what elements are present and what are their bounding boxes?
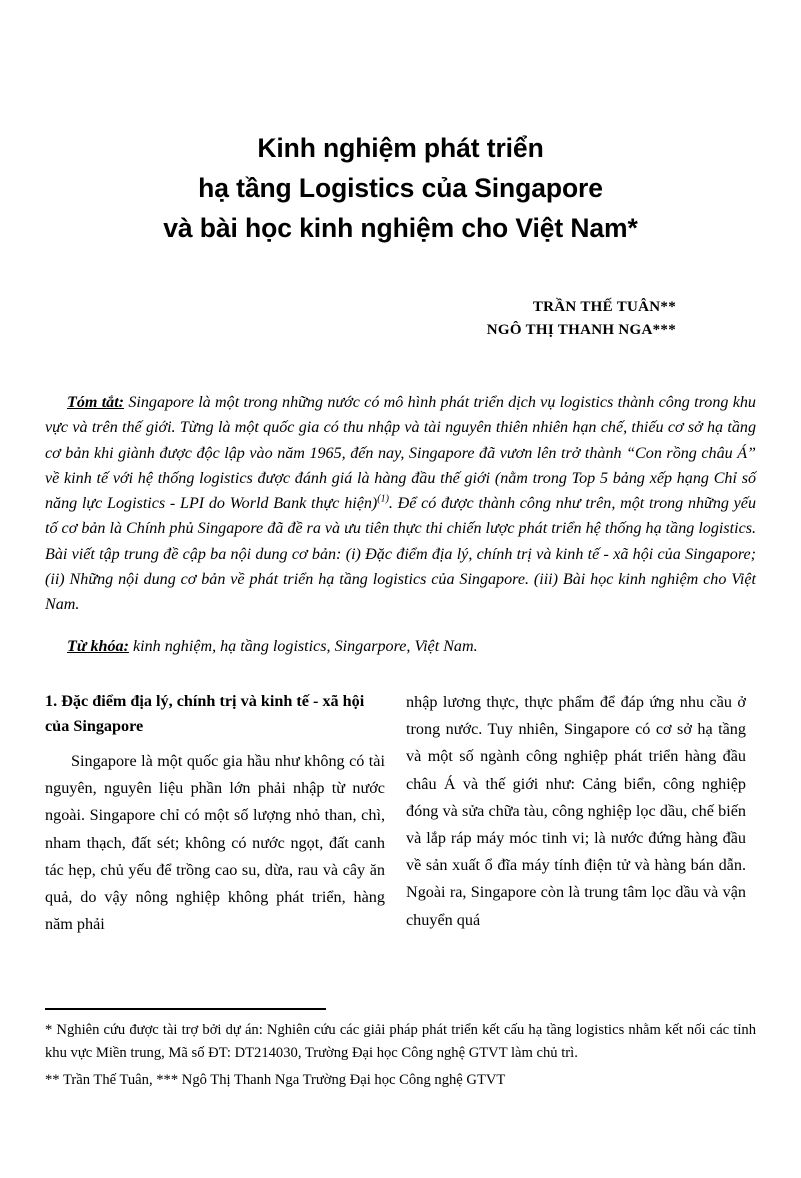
body-columns <box>45 689 756 938</box>
author-block <box>45 296 756 342</box>
footnote-reference-1: (1) <box>377 493 389 505</box>
keywords-label: Từ khóa: <box>67 637 129 655</box>
footnote-area <box>45 1008 756 1092</box>
author-name-1: TRẦN THẾ TUÂN** <box>532 299 676 315</box>
abstract-label: Tóm tắt: <box>67 394 125 411</box>
title-line-2: hạ tầng Logistics của Singapore <box>198 173 603 203</box>
title-line-1: Kinh nghiệm phát triển <box>257 133 544 163</box>
right-column <box>406 689 746 938</box>
keywords-paragraph <box>45 634 756 659</box>
section-heading-1: 1. Đặc điểm địa lý, chính trị và kinh tế - xã hội của Singapore <box>45 692 365 735</box>
abstract-paragraph <box>45 390 756 618</box>
title-line-3: và bài học kinh nghiệm cho Việt Nam* <box>163 213 638 243</box>
footnote-separator-rule <box>45 1008 326 1010</box>
left-column <box>45 689 385 938</box>
abstract-text-part-1: Singapore là một trong những nước có mô hình phát triển dịch vụ logistics thành công trong khu vực và trên thế giới. Từng là một quốc gia có thu nhập và tài nguyên thiên nhiên hạn chế, thiếu cơ sở hạ tầng cơ bản khi giành được độc lập vào năm 1965, đến nay, Singapore đã vươn lên trở thành “Con rồng châu Á” về kinh tế với hệ thống logistics được đánh giá là hàng đầu thế giới (nằm trong Top 5 bảng xếp hạng Chỉ số năng lực Logistics - LPI do World Bank thực hiện) <box>45 394 756 513</box>
author-name-2: NGÔ THỊ THANH NGA*** <box>486 322 676 338</box>
right-column-paragraph: nhập lương thực, thực phẩm để đáp ứng nhu cầu ở trong nước. Tuy nhiên, Singapore có cơ sở hạ tầng và một số ngành công nghiệp phát triển hàng đầu châu Á và thế giới như: Cảng biển, công nghiệp đóng và sửa chữa tàu, công nghiệp lọc dầu, chế biến và lắp ráp máy móc tinh vi; là nước đứng hàng đầu về sản xuất ổ đĩa máy tính điện tử và hàng bán dẫn. Ngoài ra, Singapore còn là trung tâm lọc dầu và vận chuyển quá <box>406 693 746 929</box>
abstract-text-part-2: . Để có được thành công như trên, một trong những yếu tố cơ bản là Chính phủ Singapore đã đề ra và ưu tiên thực thi chiến lược phát triển hệ thống hạ tầng logistics. Bài viết tập trung đề cập ba nội dung cơ bản: (i) Đặc điểm địa lý, chính trị và kinh tế - xã hội của Singapore; (ii) Những nội dung cơ bản về phát triển hạ tầng logistics của Singapore. (iii) Bài học kinh nghiệm cho Việt Nam. <box>45 495 757 614</box>
keywords-text: kinh nghiệm, hạ tầng logistics, Singarpore, Việt Nam. <box>128 637 478 655</box>
footnote-1: * Nghiên cứu được tài trợ bởi dự án: Nghiên cứu các giải pháp phát triển kết cấu hạ tầng logistics nhằm kết nối các tỉnh khu vực Miền trung, Mã số ĐT: DT214030, Trường Đại học Công nghệ GTVT làm chủ trì. <box>45 1022 756 1061</box>
article-title <box>45 128 756 248</box>
left-column-paragraph: Singapore là một quốc gia hầu như không có tài nguyên, nguyên liệu phần lớn phải nhập từ nước ngoài. Singapore chỉ có một số lượng nhỏ than, chì, nham thạch, đất sét; không có nước ngọt, đất canh tác hẹp, chủ yếu để trồng cao su, dừa, rau và cây ăn quả, do vậy nông nghiệp không phát triển, hàng năm phải <box>45 752 385 934</box>
footnote-2: ** Trần Thế Tuân, *** Ngô Thị Thanh Nga Trường Đại học Công nghệ GTVT <box>45 1072 506 1089</box>
